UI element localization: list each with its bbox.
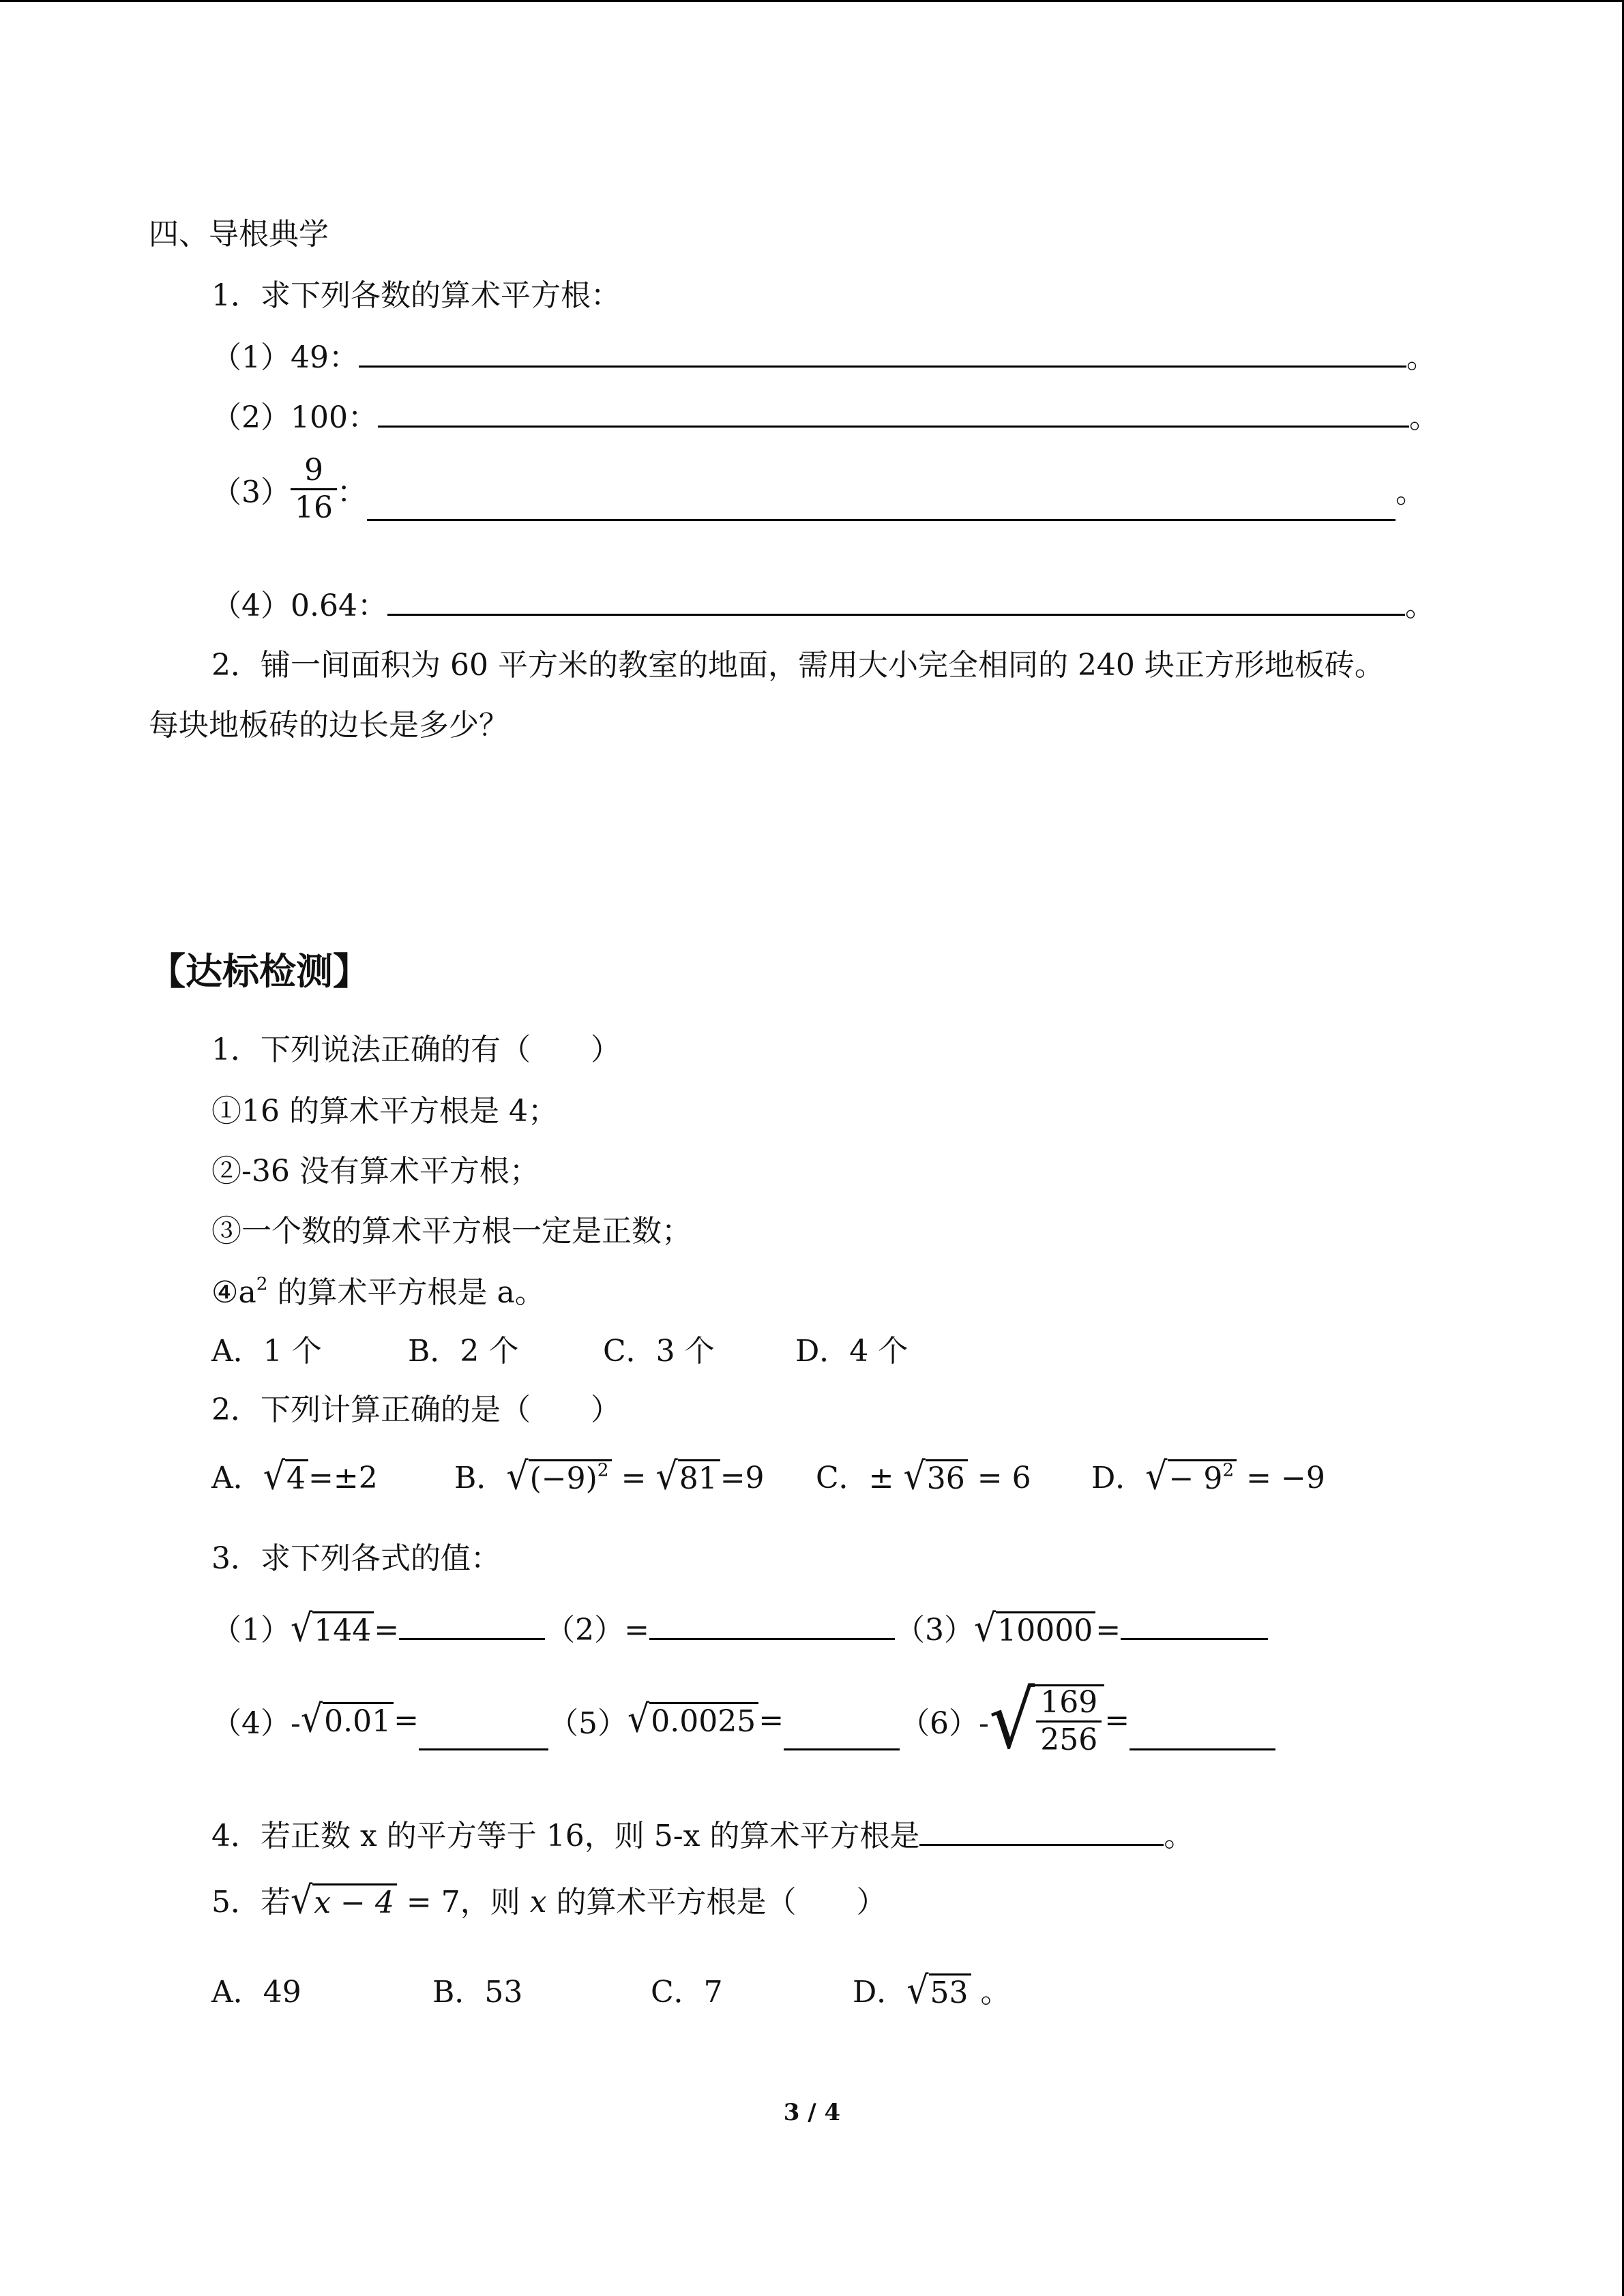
answer-blank[interactable] — [378, 398, 1409, 428]
test-q5: 5．若 √ x − 4 = 7，则 x 的算术平方根是（ ） — [211, 1877, 887, 1922]
question-2-line1: 2．铺一间面积为 60 平方米的教室的地面，需用大小完全相同的 240 块正方形地板砖。 — [211, 648, 1385, 683]
answer-blank[interactable] — [1130, 1721, 1275, 1750]
answer-blank[interactable] — [649, 1611, 895, 1640]
answer-blank[interactable] — [419, 1721, 548, 1750]
option-b[interactable]: B． √ $(-9)^2$ = √ 81 =9 — [454, 1453, 765, 1498]
test-q3-row2: （4）- √ 0.01 = （5） √ 0.0025 = （6）- √ $\frac{169}{256}$ = — [211, 1684, 1275, 1757]
answer-blank[interactable] — [399, 1611, 545, 1640]
statement-4: $④a^2$ 的算术平方根是 a。 — [211, 1273, 545, 1310]
answer-blank[interactable] — [367, 492, 1396, 521]
test-q4: 4．若正数 x 的平方等于 16，则 5-x 的算术平方根是 。 — [211, 1817, 1194, 1855]
item-2: （2）100： 。 — [211, 398, 1439, 437]
option-a[interactable]: A．1 个 — [211, 1334, 322, 1369]
answer-blank[interactable] — [359, 338, 1406, 368]
section-title: 四、导根典学 — [149, 217, 329, 252]
test-q3-row1: （1） √ 144 = （2）= （3） √ 10000 = — [211, 1611, 1268, 1650]
option-d[interactable]: D． √ − $9^2$ = −9 — [1091, 1453, 1325, 1498]
test-q1-options — [211, 1332, 908, 1371]
option-d[interactable]: D． √ 53 。 — [853, 1967, 1011, 2012]
page-number: 3 / 4 — [783, 2099, 841, 2126]
option-c[interactable]: C．3 个 — [603, 1334, 715, 1369]
item-3: （3） $\frac{9}{16}$ ： 。 — [211, 453, 1426, 525]
answer-blank[interactable] — [919, 1817, 1164, 1846]
option-b[interactable]: B．53 — [432, 1975, 523, 2010]
test-q2-options — [211, 1453, 1325, 1498]
fraction: $\frac{9}{16}$ — [291, 456, 337, 523]
answer-blank[interactable] — [784, 1721, 900, 1750]
question-1-stem: 1．求下列各数的算术平方根： — [211, 278, 621, 313]
answer-blank[interactable] — [1121, 1611, 1268, 1640]
item-1: （1）49： 。 — [211, 338, 1436, 377]
answer-blank[interactable] — [387, 586, 1405, 616]
option-a[interactable]: A． √ 4 =±2 — [211, 1453, 378, 1498]
test-q2-stem: 2．下列计算正确的是（ ） — [211, 1392, 621, 1427]
question-2-line2: 每块地板砖的边长是多少？ — [149, 708, 509, 743]
option-c[interactable]: C．7 — [651, 1975, 723, 2010]
statement-1: ①16 的算术平方根是 4； — [211, 1094, 558, 1129]
test-q5-options — [211, 1967, 1011, 2012]
page-border-top — [0, 0, 1624, 2]
statement-3: ③一个数的算术平方根一定是正数； — [211, 1214, 692, 1249]
item-4: （4）0.64： 。 — [211, 586, 1435, 625]
option-c[interactable]: C．± √ 36 = 6 — [816, 1453, 1031, 1498]
statement-2: ②-36 没有算术平方根； — [211, 1154, 540, 1189]
option-a[interactable]: A．49 — [211, 1975, 301, 2010]
test-q3-stem: 3．求下列各式的值： — [211, 1541, 501, 1576]
option-b[interactable]: B．2 个 — [408, 1334, 519, 1369]
option-d[interactable]: D．4 个 — [795, 1334, 909, 1369]
test-q1-stem: 1．下列说法正确的有（ ） — [211, 1032, 621, 1067]
test-heading: 【达标检测】 — [149, 950, 370, 993]
